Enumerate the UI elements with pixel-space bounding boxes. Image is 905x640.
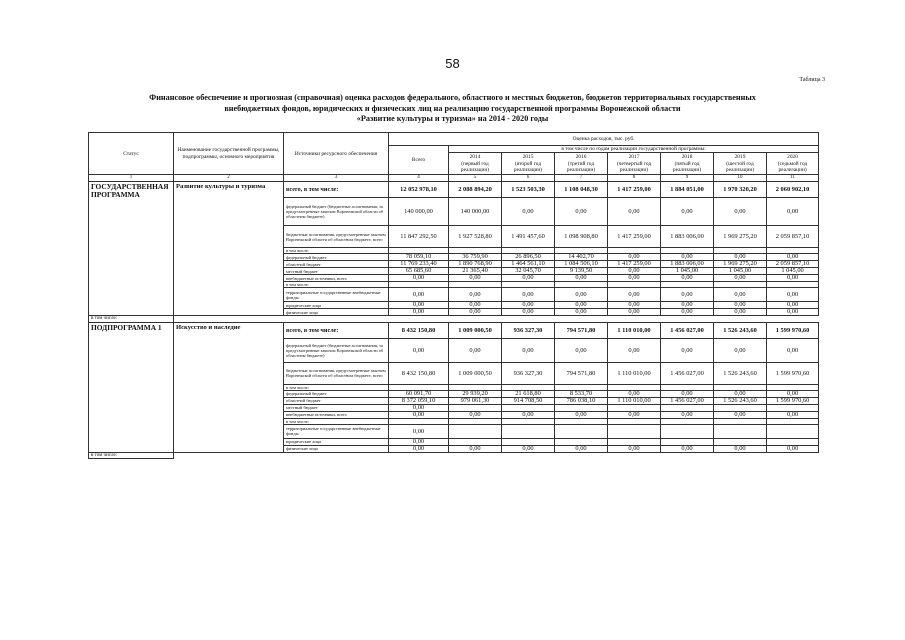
amount-cell [661,404,714,411]
column-index: 3 [284,175,389,182]
amount-cell: 140 000,00 [389,198,449,226]
column-index-row [89,175,819,182]
amount-cell: 0,00 [555,411,608,418]
amount-cell: 0,00 [767,302,819,309]
funding-source: в том числе: [284,282,389,288]
amount-cell: 8 533,70 [555,390,608,397]
amount-cell [449,438,502,445]
amount-cell: 2 060 902,10 [767,182,819,198]
amount-cell: 12 052 978,10 [389,182,449,198]
amount-cell [767,424,819,438]
header-year-2018 [661,153,714,175]
amount-cell: 0,00 [608,445,661,452]
amount-cell: 0,00 [608,288,661,302]
amount-cell: 0,00 [714,275,767,282]
amount-cell: 0,00 [449,275,502,282]
header-status: Статус [89,133,174,175]
amount-cell: 8 432 150,80 [389,322,449,338]
amount-cell: 1 599 970,60 [767,362,819,384]
amount-cell: 0,00 [389,438,449,445]
header-name: Наименование государственной программы, подпрограммы, основного мероприятия [174,133,284,175]
amount-cell: 1 526 243,60 [714,322,767,338]
header-row-1 [89,133,819,146]
year-number: 2014 [469,154,481,161]
amount-cell: 0,00 [714,390,767,397]
amount-cell [661,438,714,445]
year-number: 2020 [787,154,798,161]
header-by-years: в том числе по годам реализации государственной программы: [449,146,819,153]
amount-cell [608,424,661,438]
amount-cell: 0,00 [608,254,661,261]
amount-cell: 0,00 [502,275,555,282]
amount-cell: 0,00 [389,275,449,282]
amount-cell: 0,00 [661,338,714,362]
amount-cell [608,404,661,411]
amount-cell: 0,00 [389,445,449,452]
subsection-label-row [89,316,819,323]
amount-cell: 0,00 [608,268,661,275]
column-index: 2 [174,175,284,182]
amount-cell [661,424,714,438]
header-year-2019 [714,153,767,175]
amount-cell: 60 091,70 [389,390,449,397]
amount-cell: 1 009 000,50 [449,322,502,338]
amount-cell: 0,00 [389,424,449,438]
amount-cell: 979 061,30 [449,397,502,404]
amount-cell [449,424,502,438]
amount-cell: 32 045,70 [502,268,555,275]
amount-cell [714,438,767,445]
amount-cell: 1 456 027,00 [661,362,714,384]
amount-cell: 1 110 010,00 [608,362,661,384]
column-index: 6 [502,175,555,182]
subsection-label-row [89,452,819,459]
amount-cell: 1 417 259,00 [608,226,661,248]
funding-source: территориальные государственные внебюджетные фонды [284,424,389,438]
including-label: в том числе: [89,452,174,459]
header-year-2014 [449,153,502,175]
funding-source: местный бюджет [284,404,389,411]
amount-cell: 0,00 [767,254,819,261]
column-index: 7 [555,175,608,182]
amount-cell [555,404,608,411]
amount-cell: 0,00 [714,309,767,316]
funding-source: физические лица [284,445,389,452]
page-number: 58 [445,56,460,71]
amount-cell: 8 372 059,10 [389,397,449,404]
amount-cell [767,438,819,445]
amount-cell: 0,00 [767,198,819,226]
year-label: (пятый год реализации) [672,160,702,173]
amount-cell: 0,00 [767,338,819,362]
funding-source: всего, в том числе: [284,322,389,338]
amount-cell: 1 883 006,00 [661,226,714,248]
year-number: 2015 [522,154,534,161]
funding-source: юридические лица [284,438,389,445]
amount-cell: 11 769 233,40 [389,261,449,268]
amount-cell: 1 526 243,60 [714,397,767,404]
amount-cell: 0,00 [555,309,608,316]
amount-cell [449,404,502,411]
title-line-2: внебюджетных фондов, юридических и физических лиц на реализацию государственной программы Воронежской области [224,103,681,113]
amount-cell: 0,00 [555,302,608,309]
amount-cell: 1 009 000,50 [449,362,502,384]
amount-cell: 0,00 [767,275,819,282]
funding-source: федеральный бюджет (бюджетные ассигнования, за предусмотренные законом Воронежской области об областном бюджете) [284,198,389,226]
amount-cell: 1 970 320,20 [714,182,767,198]
amount-cell: 0,00 [449,302,502,309]
table-row [89,322,819,338]
amount-cell: 29 939,20 [449,390,502,397]
amount-cell: 1 491 457,60 [502,226,555,248]
funding-source: всего, в том числе: [284,182,389,198]
document-title [100,93,805,125]
amount-cell: 0,00 [661,309,714,316]
amount-cell: 26 896,50 [502,254,555,261]
year-label: (третий год реализации) [566,160,596,173]
amount-cell: 0,00 [389,309,449,316]
amount-cell: 786 038,10 [555,397,608,404]
including-label: в том числе: [89,316,174,323]
funding-source: бюджетные ассигнования, предусмотренные законом Воронежской области об областном бюджете, всего [284,362,389,384]
column-index: 1 [89,175,174,182]
amount-cell: 0,00 [449,288,502,302]
amount-cell: 14 402,70 [555,254,608,261]
funding-source: областной бюджет [284,397,389,404]
row-program-name: Развитие культуры и туризма [174,182,284,316]
amount-cell: 1 110 010,00 [608,322,661,338]
amount-cell: 0,00 [502,198,555,226]
amount-cell: 0,00 [608,338,661,362]
amount-cell: 936 327,30 [502,362,555,384]
table-label: Таблица 3 [799,77,825,83]
amount-cell: 0,00 [661,302,714,309]
column-index: 5 [449,175,502,182]
header-source: Источники ресурсного обеспечения [284,133,389,175]
amount-cell: 1 108 048,30 [555,182,608,198]
amount-cell: 0,00 [608,411,661,418]
amount-cell: 2 059 857,10 [767,226,819,248]
amount-cell: 1 456 027,00 [661,322,714,338]
funding-source: в том числе: [284,384,389,390]
amount-cell: 0,00 [714,445,767,452]
header-year-2020 [767,153,819,175]
amount-cell: 2 088 894,20 [449,182,502,198]
amount-cell: 1 098 908,80 [555,226,608,248]
amount-cell: 0,00 [449,411,502,418]
amount-cell: 1 464 561,10 [502,261,555,268]
year-number: 2018 [681,154,693,161]
year-label: (седьмой год реализации) [777,160,808,173]
amount-cell: 0,00 [661,390,714,397]
amount-cell: 0,00 [714,411,767,418]
row-status: ГОСУДАРСТВЕННАЯ ПРОГРАММА [89,182,174,316]
amount-cell: 0,00 [502,302,555,309]
amount-cell: 0,00 [389,288,449,302]
amount-cell: 0,00 [502,445,555,452]
amount-cell: 1 045,00 [767,268,819,275]
header-year-2016 [555,153,608,175]
amount-cell: 2 059 857,10 [767,261,819,268]
amount-cell: 0,00 [714,198,767,226]
amount-cell: 140 000,00 [449,198,502,226]
amount-cell: 0,00 [608,390,661,397]
amount-cell: 0,00 [449,445,502,452]
funding-source: федеральный бюджет (бюджетные ассигнования, за предусмотренные законом Воронежской области об областном бюджете) [284,338,389,362]
amount-cell: 0,00 [389,411,449,418]
amount-cell [714,404,767,411]
amount-cell: 0,00 [661,198,714,226]
amount-cell: 0,00 [555,445,608,452]
amount-cell: 0,00 [555,288,608,302]
column-index: 9 [661,175,714,182]
amount-cell [502,404,555,411]
amount-cell [767,404,819,411]
funding-source: федеральный бюджет [284,390,389,397]
amount-cell: 1 969 275,20 [714,261,767,268]
amount-cell: 0,00 [555,275,608,282]
amount-cell: 8 432 150,80 [389,362,449,384]
funding-source: внебюджетные источники, всего [284,275,389,282]
amount-cell: 0,00 [714,254,767,261]
header-estimate: Оценка расходов, тыс. руб. [389,133,819,146]
amount-cell: 914 708,50 [502,397,555,404]
amount-cell: 0,00 [767,411,819,418]
amount-cell: 794 571,80 [555,322,608,338]
amount-cell: 0,00 [502,411,555,418]
column-index: 11 [767,175,819,182]
funding-source: физические лица [284,309,389,316]
amount-cell: 0,00 [608,275,661,282]
header-year-2017 [608,153,661,175]
amount-cell: 1 045,00 [714,268,767,275]
year-label: (шестой год реализации) [725,160,755,173]
column-index: 4 [389,175,449,182]
funding-source: федеральный бюджет [284,254,389,261]
amount-cell: 0,00 [661,411,714,418]
amount-cell: 1 884 051,00 [661,182,714,198]
amount-cell: 0,00 [502,309,555,316]
amount-cell: 0,00 [661,288,714,302]
row-program-name: Искусство и наследие [174,322,284,452]
amount-cell: 1 045,00 [661,268,714,275]
amount-cell: 1 890 768,90 [449,261,502,268]
amount-cell: 0,00 [714,302,767,309]
amount-cell: 1 599 970,60 [767,397,819,404]
amount-cell: 1 969 275,20 [714,226,767,248]
year-label: (четвертый год реализации) [616,160,652,173]
amount-cell: 1 456 027,00 [661,397,714,404]
funding-source: территориальные государственные внебюджетные фонды [284,288,389,302]
empty-cell [174,452,819,459]
amount-cell: 36 759,90 [449,254,502,261]
amount-cell: 0,00 [555,198,608,226]
amount-cell: 0,00 [502,288,555,302]
amount-cell: 0,00 [449,338,502,362]
amount-cell: 78 059,10 [389,254,449,261]
amount-cell: 1 110 010,00 [608,397,661,404]
amount-cell: 0,00 [502,338,555,362]
amount-cell: 0,00 [661,254,714,261]
amount-cell: 1 417 259,00 [608,182,661,198]
amount-cell: 0,00 [767,390,819,397]
amount-cell: 21 365,40 [449,268,502,275]
amount-cell: 936 327,30 [502,322,555,338]
amount-cell: 0,00 [608,309,661,316]
amount-cell: 0,00 [661,445,714,452]
amount-cell: 0,00 [714,288,767,302]
column-index: 8 [608,175,661,182]
amount-cell [502,424,555,438]
amount-cell: 1 084 506,10 [555,261,608,268]
amount-cell [555,438,608,445]
table-row [89,182,819,198]
amount-cell: 0,00 [555,338,608,362]
amount-cell: 11 847 292,50 [389,226,449,248]
amount-cell: 0,00 [449,309,502,316]
funding-source: местный бюджет [284,268,389,275]
funding-source: в том числе: [284,248,389,254]
year-label: (второй год реализации) [513,160,543,173]
amount-cell: 0,00 [389,404,449,411]
title-line-1: Финансовое обеспечение и прогнозная (справочная) оценка расходов федерального, областного и местных бюджетов, бюджетов территориальных государственных [149,93,756,102]
amount-cell: 0,00 [389,302,449,309]
amount-cell: 1 526 243,60 [714,362,767,384]
amount-cell: 0,00 [661,275,714,282]
amount-cell [608,438,661,445]
amount-cell: 1 523 503,30 [502,182,555,198]
year-number: 2019 [734,154,746,161]
amount-cell: 0,00 [608,302,661,309]
header-year-2015 [502,153,555,175]
amount-cell: 0,00 [714,338,767,362]
amount-cell: 0,00 [767,288,819,302]
year-number: 2016 [575,154,587,161]
amount-cell: 1 927 528,80 [449,226,502,248]
amount-cell [714,424,767,438]
amount-cell: 0,00 [767,445,819,452]
funding-source: в том числе: [284,418,389,424]
amount-cell: 1 417 259,00 [608,261,661,268]
title-line-3: «Развитие культуры и туризма» на 2014 - 2020 годы [356,114,549,123]
amount-cell [502,438,555,445]
year-number: 2017 [628,154,640,161]
empty-cell [174,316,819,323]
funding-source: областной бюджет [284,261,389,268]
amount-cell: 1 883 006,00 [661,261,714,268]
amount-cell: 65 685,60 [389,268,449,275]
amount-cell: 0,00 [767,309,819,316]
funding-source: юридические лица [284,302,389,309]
row-status: ПОДПРОГРАММА 1 [89,322,174,452]
amount-cell [555,424,608,438]
column-index: 10 [714,175,767,182]
amount-cell: 9 139,50 [555,268,608,275]
amount-cell: 21 618,80 [502,390,555,397]
amount-cell: 794 571,80 [555,362,608,384]
funding-source: бюджетные ассигнования, предусмотренные законом Воронежской области об областном бюджете, всего [284,226,389,248]
amount-cell: 0,00 [389,338,449,362]
year-label: (первый год реализации) [460,160,490,173]
amount-cell: 1 599 970,60 [767,322,819,338]
funding-source: внебюджетные источники, всего [284,411,389,418]
financing-table [88,132,819,459]
header-total: Всего [389,146,449,175]
amount-cell: 0,00 [608,198,661,226]
